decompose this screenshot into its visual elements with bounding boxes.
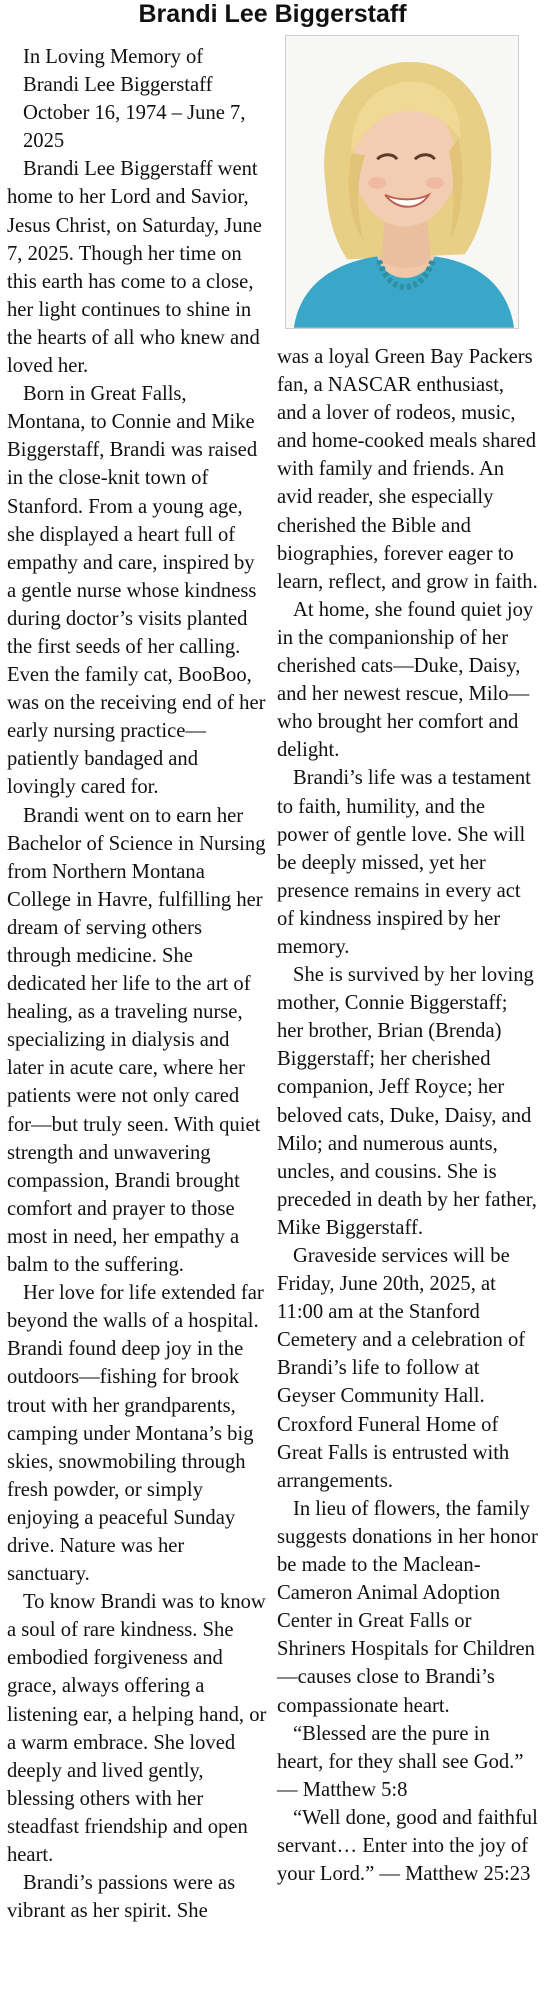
paragraph: Brandi Lee Biggerstaff went home to her Lord and Savior, Jesus Christ, on Saturday, June 7, 2025. Though her time on this earth has come to a close, her light continues to shine in the hearts of all who knew and loved her. xyxy=(7,158,262,378)
scripture-quote: “Well done, good and faithful servant… Enter into the joy of your Lord.” — Matthew 25:23 xyxy=(277,1806,538,1886)
left-column xyxy=(7,43,268,1925)
right-column xyxy=(277,43,538,1925)
paragraph: Graveside services will be Friday, June 20th, 2025, at 11:00 am at the Stanford Cemetery and a celebration of Brandi’s life to follow at Geyser Community Hall. Croxford Funeral Home of Great Falls is entrusted with arrangements. xyxy=(277,1245,526,1492)
paragraph: To know Brandi was to know a soul of rare kindness. She embodied forgiveness and grace, always offering a listening ear, a helping hand, or a warm embrace. She loved deeply and lived gently, blessing others with her steadfast friendship and open heart. xyxy=(7,1591,267,1866)
paragraph: Brandi’s passions were as vibrant as her spirit. She xyxy=(7,1872,236,1923)
paragraph: Her love for life extended far beyond the walls of a hospital. Brandi found deep joy in the outdoors—fishing for brook trout with her grandparents, camping under Montana’s big skies, snowmobiling through fresh powder, or simply enjoying a peaceful Sunday drive. Nature was her sanctuary. xyxy=(7,1282,264,1586)
obituary-title: Brandi Lee Biggerstaff xyxy=(138,0,407,28)
obituary-columns xyxy=(7,43,538,1925)
paragraph: She is survived by her loving mother, Connie Biggerstaff; her brother, Brian (Brenda) Biggerstaff; her cherished companion, Jeff Royce; her beloved cats, Duke, Daisy, and Milo; and numerous aunts, uncles, and cousins. She is preceded in death by her father, Mike Biggerstaff. xyxy=(277,964,537,1239)
memory-line-2: Brandi Lee Biggerstaff xyxy=(23,74,213,97)
paragraph: was a loyal Green Bay Packers fan, a NASCAR enthusiast, and a lover of rodeos, music, and home-cooked meals shared with family and friends. An avid reader, she especially cherished the Bible and biographies, forever eager to learn, reflect, and grow in faith. xyxy=(277,346,538,593)
portrait-illustration xyxy=(286,36,518,328)
memory-line-1: In Loving Memory of xyxy=(23,46,204,68)
paragraph: Brandi’s life was a testament to faith, humility, and the power of gentle love. She will be deeply missed, yet her presence remains in every act of kindness inspired by her memory. xyxy=(277,767,531,958)
paragraph: At home, she found quiet joy in the companionship of her cherished cats—Duke, Daisy, and her newest rescue, Milo—who brought her comfort and delight. xyxy=(277,598,534,762)
paragraph: In lieu of flowers, the family suggests donations in her honor be made to the Maclean-Cameron Animal Adoption Center in Great Falls or Shriners Hospitals for Children—causes close to Brandi’s compassionate heart. xyxy=(277,1497,538,1717)
memory-dates: October 16, 1974 – June 7, 2025 xyxy=(23,102,246,153)
paragraph: Brandi went on to earn her Bachelor of Science in Nursing from Northern Montana College in Havre, fulfilling her dream of serving others through medicine. She dedicated her life to the art of healing, as a traveling nurse, specializing in dialysis and later in acute care, where her patients were not only cared for—but truly seen. With quiet strength and unwavering compassion, Brandi brought comfort and prayer to those most in need, her empathy a balm to the suffering. xyxy=(7,804,266,1277)
paragraph: Born in Great Falls, Montana, to Connie and Mike Biggerstaff, Brandi was raised in the close-knit town of Stanford. From a young age, she displayed a heart full of empathy and care, inspired by a gentle nurse whose kindness during doctor’s visits planted the first seeds of her calling. Even the family cat, BooBoo, was on the receiving end of her early nursing practice—patiently bandaged and lovingly cared for. xyxy=(7,383,266,799)
portrait-photo xyxy=(285,35,519,329)
memory-heading xyxy=(7,43,268,155)
scripture-quote: “Blessed are the pure in heart, for they shall see God.” — Matthew 5:8 xyxy=(277,1722,524,1801)
